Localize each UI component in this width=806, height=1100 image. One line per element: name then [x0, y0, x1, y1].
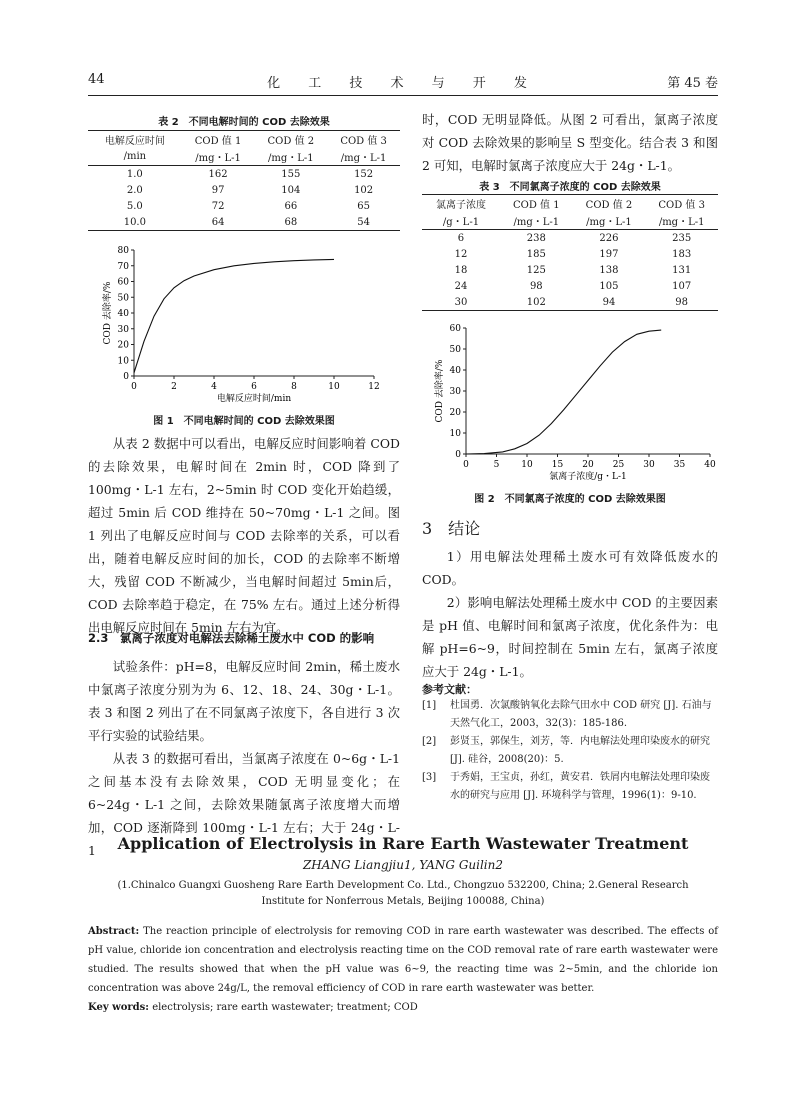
reference-number: [3] — [422, 772, 437, 783]
reference-number: [1] — [422, 700, 437, 711]
column-header: COD 值 3 — [327, 131, 400, 149]
table-row — [422, 230, 718, 247]
table-cell: 102 — [354, 184, 374, 196]
table-cell: 2.0 — [126, 184, 143, 196]
table-cell: 65 — [357, 200, 370, 212]
conclusions — [422, 545, 718, 683]
abstract-text: The reaction principle of electrolysis for removing COD in rare earth wastewater was described. The effects of pH value, chloride ion concentration and electrolysis reacting time on the COD removal rate of rare earth wastewater were studied. The results showed that when the pH value was 6~9, the reacting time was 2~5min, and the chloride ion concentration was above 24g/L, the removal efficiency of COD in rare earth wastewater was better. — [88, 926, 718, 994]
column-unit: /mg・L-1 — [195, 153, 241, 164]
table-cell: 238 — [500, 230, 573, 247]
table3 — [422, 194, 718, 311]
abstract-label: Abstract: — [88, 926, 140, 937]
x-tick-label: 10 — [328, 382, 340, 392]
table-cell: 68 — [254, 214, 327, 231]
y-axis-label: COD 去除率/% — [103, 281, 113, 345]
table-cell: 54 — [327, 214, 400, 231]
table-row — [88, 182, 400, 198]
figure1-caption: 图 1 不同电解时间的 COD 去除效果图 — [153, 416, 335, 427]
table-cell: 155 — [254, 166, 327, 183]
x-tick-label: 30 — [643, 460, 655, 470]
y-tick-label: 0 — [455, 450, 461, 460]
column-unit: /mg・L-1 — [340, 153, 387, 164]
table-cell: 10.0 — [88, 214, 182, 231]
y-tick-label: 10 — [449, 429, 461, 439]
table2 — [88, 130, 400, 231]
table-cell: 66 — [284, 200, 298, 212]
figure2-chart — [422, 318, 718, 486]
table-cell: 131 — [672, 264, 692, 276]
table-cell: 1.0 — [88, 166, 182, 183]
y-tick-label: 20 — [449, 408, 461, 418]
keywords-label: Key words: — [88, 1002, 149, 1013]
table-row — [88, 166, 400, 183]
table-cell: 94 — [573, 294, 646, 311]
reference-text: 杜国勇．次氯酸钠氧化去除气田水中 COD 研究 [J]. 石油与天然气化工，2003，32(3)：185-186. — [450, 700, 712, 729]
table-cell: 72 — [211, 200, 225, 212]
table-cell: 197 — [599, 248, 619, 260]
page-number: 44 — [88, 72, 105, 87]
column-unit: /mg・L-1 — [268, 153, 314, 164]
reference-item — [422, 697, 718, 733]
y-tick-label: 0 — [123, 372, 129, 382]
reference-item — [422, 733, 718, 769]
column-header: COD 值 1 — [182, 131, 255, 149]
table-cell: 138 — [599, 264, 619, 276]
reference-item — [422, 769, 718, 805]
table-cell: 226 — [573, 230, 646, 247]
table-cell: 98 — [529, 280, 543, 292]
english-keywords — [88, 1002, 718, 1013]
table-cell: 102 — [500, 294, 573, 311]
column-unit: /min — [123, 151, 147, 162]
table-cell: 12 — [454, 248, 468, 260]
y-axis-label: COD 去除率/% — [435, 359, 445, 423]
table-row — [422, 246, 718, 262]
english-authors: ZHANG Liangjiu1, YANG Guilin2 — [302, 858, 504, 872]
paragraph: 试验条件：pH=8，电解反应时间 2min，稀土废水中氯离子浓度分别为为 6、12、18、24、30g・L-1。表 3 和图 2 列出了在不同氯离子浓度下，各自进行 3 次平行实验的试验结果。 — [88, 659, 400, 743]
y-tick-label: 60 — [117, 277, 129, 288]
figure1-chart — [88, 240, 400, 410]
table-row — [88, 214, 400, 231]
table-cell: 104 — [281, 184, 301, 196]
x-tick-label: 8 — [291, 382, 297, 392]
figure2-caption: 图 2 不同氯离子浓度的 COD 去除效果图 — [474, 494, 666, 505]
x-tick-label: 20 — [582, 460, 594, 470]
column-header: COD 值 3 — [645, 195, 718, 213]
x-tick-label: 15 — [551, 460, 564, 470]
right-top-text — [422, 108, 718, 177]
paragraph: 从表 2 数据中可以看出，电解反应时间影响着 COD 的去除效果，电解时间在 2min 时，COD 降到了 100mg・L-1 左右，2~5min 时 COD 变化开始趋缓，超过 5min 后 COD 维持在 50~70mg・L-1 之间。图 1 列出了电解反应时间与 COD 去除率的关系，可以看出，随着电解反应时间的加长，COD 的去除率不断增大，残留 COD 不断减少，当电解时间超过 5min后，COD 去除率趋于稳定，在 75% 左右。通过上述分析得出电解反应时间在 5min 左右为宜。 — [88, 436, 400, 635]
reference-number: [2] — [422, 736, 437, 747]
x-tick-label: 6 — [251, 382, 257, 392]
conclusion-item: 2）影响电解法处理稀土废水中 COD 的主要因素是 pH 值、电解时间和氯离子浓度，优化条件为：电解 pH=6~9，时间控制在 5min 左右，氯离子浓度应大于 24g・L-1。 — [422, 595, 718, 679]
journal-title: 化 工 技 术 与 开 发 — [267, 76, 539, 91]
x-tick-label: 40 — [704, 460, 716, 470]
table-cell: 107 — [672, 280, 692, 292]
y-tick-label: 70 — [117, 261, 129, 272]
column-header: 氯离子浓度 — [422, 195, 500, 213]
x-axis-label: 电解反应时间/min — [216, 394, 292, 404]
y-tick-label: 30 — [117, 324, 129, 335]
y-tick-label: 40 — [449, 366, 461, 376]
table-cell: 152 — [327, 166, 400, 183]
column-unit: /mg・L-1 — [586, 217, 632, 228]
keywords-text: electrolysis; rare earth wastewater; treatment; COD — [152, 1002, 418, 1013]
x-tick-label: 10 — [521, 460, 533, 470]
table-row — [422, 262, 718, 278]
table-row — [422, 294, 718, 311]
section-2-3-heading: 2.3 氯离子浓度对电解法去除稀土废水中 COD 的影响 — [88, 631, 375, 645]
table3-caption: 表 3 不同氯离子浓度的 COD 去除效果 — [479, 182, 661, 193]
english-title: Application of Electrolysis in Rare Earth Wastewater Treatment — [117, 834, 689, 853]
table-cell: 64 — [182, 214, 255, 231]
section-3-heading: 3 结论 — [422, 519, 481, 538]
table-cell: 30 — [422, 294, 500, 311]
header-rule — [88, 95, 718, 96]
table-cell: 24 — [454, 280, 468, 292]
x-tick-label: 12 — [368, 382, 380, 392]
conclusion-item: 1）用电解法处理稀土废水可有效降低废水的 COD。 — [422, 549, 718, 587]
table-cell: 105 — [599, 280, 619, 292]
y-tick-label: 20 — [117, 340, 129, 351]
table-cell: 6 — [422, 230, 500, 247]
x-tick-label: 0 — [131, 382, 137, 392]
column-header: COD 值 2 — [254, 131, 327, 149]
column-unit: /g・L-1 — [442, 217, 480, 228]
y-tick-label: 40 — [117, 309, 129, 319]
table-row — [422, 278, 718, 294]
series-line — [466, 330, 661, 454]
column-header: 电解反应时间 — [88, 131, 182, 149]
english-abstract — [88, 922, 718, 998]
table-cell: 18 — [454, 264, 468, 276]
x-tick-label: 4 — [211, 382, 217, 392]
y-tick-label: 60 — [449, 324, 461, 334]
x-axis-label: 氯离子浓度/g・L-1 — [549, 472, 627, 482]
references-list — [422, 697, 718, 805]
table-cell: 125 — [526, 264, 546, 276]
paragraph: 时，COD 无明显降低。从图 2 可看出，氯离子浓度对 COD 去除效果的影响呈 S 型变化。结合表 3 和图 2 可知，电解时氯离子浓度应大于 24g・L-1。 — [422, 112, 718, 173]
volume-label: 第 45 卷 — [667, 76, 718, 91]
table-row — [88, 198, 400, 214]
column-unit: /mg・L-1 — [513, 217, 560, 228]
table-cell: 183 — [672, 248, 692, 260]
table-cell: 97 — [211, 184, 225, 196]
references-heading: 参考文献： — [422, 683, 477, 696]
series-line — [134, 259, 334, 372]
x-tick-label: 2 — [171, 382, 177, 392]
x-tick-label: 35 — [673, 460, 686, 470]
english-affiliation: (1.Chinalco Guangxi Guosheng Rare Earth Development Co. Ltd., Chongzuo 532200, China; 2.General Research Institute for Nonferrous Metals, Beijing 100088, China) — [117, 880, 689, 907]
column-unit: /mg・L-1 — [658, 217, 705, 228]
paragraph: 从表 3 的数据可看出，当氯离子浓度在 0~6g・L-1 之间基本没有去除效果，COD 无明显变化；在 6~24g・L-1 之间，去除效果随氯离子浓度增大而增加，COD 逐渐降到 100mg・L-1 左右；大于 24g・L-1 — [88, 751, 400, 858]
table-cell: 5.0 — [126, 200, 143, 212]
y-tick-label: 50 — [449, 345, 461, 355]
y-tick-label: 50 — [117, 293, 129, 304]
x-tick-label: 25 — [612, 460, 625, 470]
y-tick-label: 80 — [117, 246, 129, 256]
x-tick-label: 5 — [493, 460, 500, 470]
reference-text: 于秀娟，王宝贞，孙红，黄安君．铁屑内电解法处理印染废水的研究与应用 [J]. 环境科学与管理，1996(1)：9-10. — [450, 772, 710, 801]
y-tick-label: 10 — [117, 356, 129, 367]
x-tick-label: 0 — [463, 460, 469, 470]
left-body-text — [88, 432, 400, 639]
table-cell: 185 — [526, 248, 546, 260]
reference-text: 彭贤玉，郭保生，刘芳，等．内电解法处理印染废水的研究 [J]. 硅谷，2008(20)：5. — [450, 736, 710, 765]
table2-caption: 表 2 不同电解时间的 COD 去除效果 — [158, 117, 330, 128]
column-header: COD 值 1 — [500, 195, 573, 213]
left-body-text-2 — [88, 655, 400, 862]
column-header: COD 值 2 — [573, 195, 646, 213]
running-header — [88, 72, 718, 92]
table-cell: 98 — [645, 294, 718, 311]
table-cell: 162 — [182, 166, 255, 183]
table-cell: 235 — [645, 230, 718, 247]
y-tick-label: 30 — [449, 387, 461, 397]
